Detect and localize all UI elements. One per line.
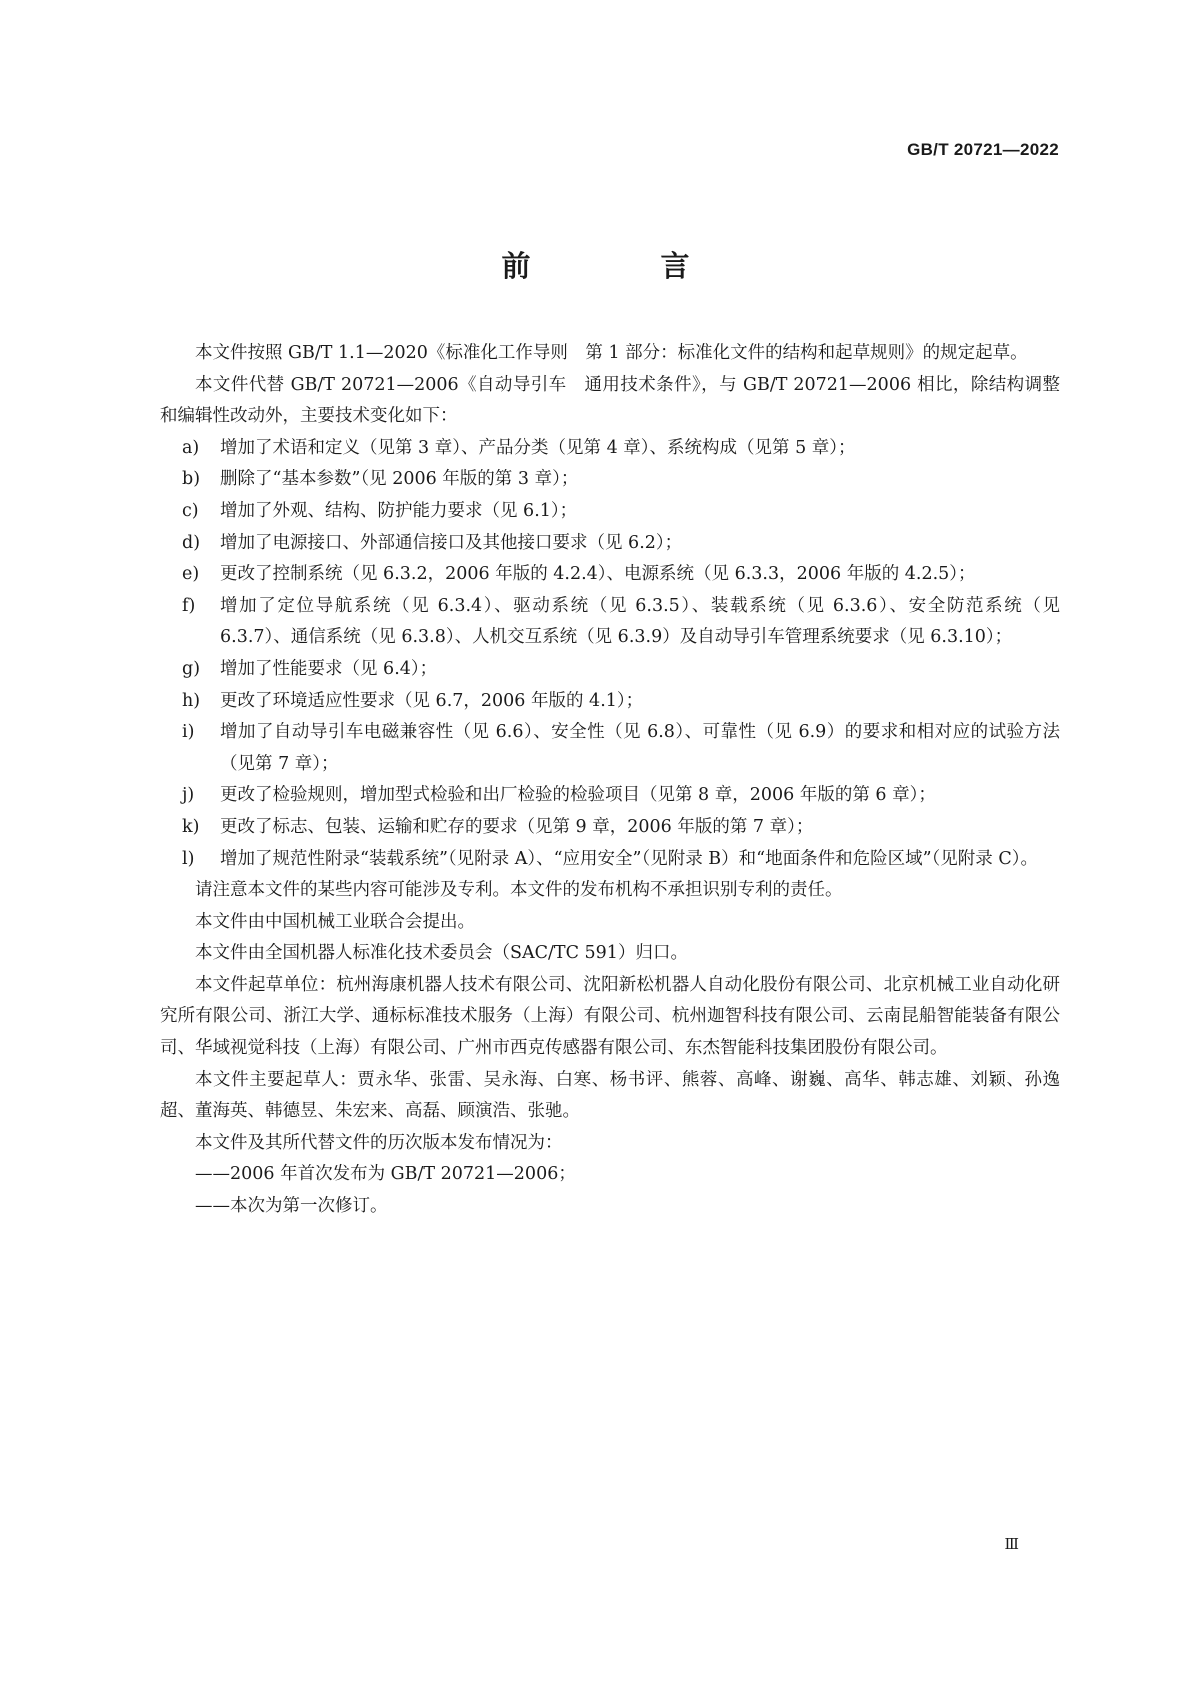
list-item-text: 删除了“基本参数”（见 2006 年版的第 3 章）； — [220, 469, 579, 490]
history-item: ——本次为第一次修订。 — [195, 1196, 388, 1217]
list-item — [160, 654, 1060, 686]
list-item-text: 更改了检验规则，增加型式检验和出厂检验的检验项目（见第 8 章，2006 年版的第 6 章）； — [220, 785, 936, 806]
list-item-label: a) — [182, 437, 200, 458]
list-item-text: 增加了定位导航系统（见 6.3.4）、驱动系统（见 6.3.5）、装载系统（见 6.3.6）、安全防范系统（见 6.3.7）、通信系统（见 6.3.8）、人机交互系统（见 6.3.9）及自动导引车管理系统要求（见 6.3.10）； — [220, 595, 1060, 648]
paragraph-proposer: 本文件由中国机械工业联合会提出。 — [195, 911, 475, 932]
list-item — [160, 812, 1060, 844]
list-item-text: 增加了规范性附录“装载系统”（见附录 A）、“应用安全”（见附录 B）和“地面条件和危险区域”（见附录 C）。 — [220, 848, 1039, 869]
list-item — [160, 686, 1060, 718]
list-item-label: e) — [182, 564, 200, 585]
paragraph-replacement: 本文件代替 GB/T 20721—2006《自动导引车 通用技术条件》，与 GB/T 20721—2006 相比，除结构调整和编辑性改动外，主要技术变化如下： — [160, 374, 1060, 427]
list-item — [160, 591, 1060, 654]
changes-list — [160, 433, 1060, 875]
document-body — [160, 338, 1060, 1223]
list-item — [160, 433, 1060, 465]
list-item-text: 增加了性能要求（见 6.4）； — [220, 658, 438, 679]
list-item-text: 更改了标志、包装、运输和贮存的要求（见第 9 章，2006 年版的第 7 章）； — [220, 816, 814, 837]
list-item — [160, 559, 1060, 591]
paragraph-drafters: 本文件主要起草人：贾永华、张雷、吴永海、白寒、杨书评、熊蓉、高峰、谢巍、高华、韩志雄、刘颖、孙逸超、董海英、韩德昱、朱宏来、高磊、顾演浩、张驰。 — [160, 1069, 1060, 1122]
list-item-label: h) — [182, 690, 201, 711]
paragraph-history-intro: 本文件及其所代替文件的历次版本发布情况为： — [195, 1132, 563, 1153]
list-item-label: f) — [182, 595, 196, 616]
list-item-label: l) — [182, 848, 195, 869]
list-item-label: b) — [182, 469, 201, 490]
list-item-label: d) — [182, 532, 201, 553]
list-item — [160, 717, 1060, 780]
page-number: Ⅲ — [1004, 1535, 1019, 1553]
paragraph-drafting-units: 本文件起草单位：杭州海康机器人技术有限公司、沈阳新松机器人自动化股份有限公司、北京机械工业自动化研究所有限公司、浙江大学、通标标准技术服务（上海）有限公司、杭州迦智科技有限公司、云南昆船智能装备有限公司、华域视觉科技（上海）有限公司、广州市西克传感器有限公司、东杰智能科技集团股份有限公司。 — [160, 974, 1060, 1059]
page-title: 前 言 — [501, 249, 750, 283]
list-item-label: i) — [182, 722, 195, 743]
list-item — [160, 528, 1060, 560]
list-item-text: 增加了术语和定义（见第 3 章）、产品分类（见第 4 章）、系统构成（见第 5 章）； — [220, 437, 856, 458]
list-item-text: 更改了控制系统（见 6.3.2，2006 年版的 4.2.4）、电源系统（见 6.3.3，2006 年版的 4.2.5）； — [220, 564, 976, 585]
list-item-label: k) — [182, 816, 200, 837]
paragraph-drafting-basis: 本文件按照 GB/T 1.1—2020《标准化工作导则 第 1 部分：标准化文件的结构和起草规则》的规定起草。 — [195, 343, 1028, 363]
paragraph-patent-notice: 请注意本文件的某些内容可能涉及专利。本文件的发布机构不承担识别专利的责任。 — [195, 880, 843, 901]
list-item-label: g) — [182, 658, 201, 679]
history-item: ——2006 年首次发布为 GB/T 20721—2006； — [195, 1164, 576, 1185]
paragraph-committee: 本文件由全国机器人标准化技术委员会（SAC/TC 591）归口。 — [195, 943, 688, 964]
list-item-text: 更改了环境适应性要求（见 6.7，2006 年版的 4.1）； — [220, 690, 644, 711]
standard-number: GB/T 20721—2022 — [907, 140, 1059, 159]
list-item-text: 增加了自动导引车电磁兼容性（见 6.6）、安全性（见 6.8）、可靠性（见 6.9）的要求和相对应的试验方法（见第 7 章）； — [220, 722, 1060, 774]
list-item — [160, 780, 1060, 812]
list-item — [160, 464, 1060, 496]
list-item-label: j) — [182, 785, 195, 806]
list-item-text: 增加了电源接口、外部通信接口及其他接口要求（见 6.2）； — [220, 532, 683, 553]
list-item — [160, 844, 1060, 876]
list-item-text: 增加了外观、结构、防护能力要求（见 6.1）； — [220, 500, 578, 521]
list-item-label: c) — [182, 500, 199, 521]
list-item — [160, 496, 1060, 528]
